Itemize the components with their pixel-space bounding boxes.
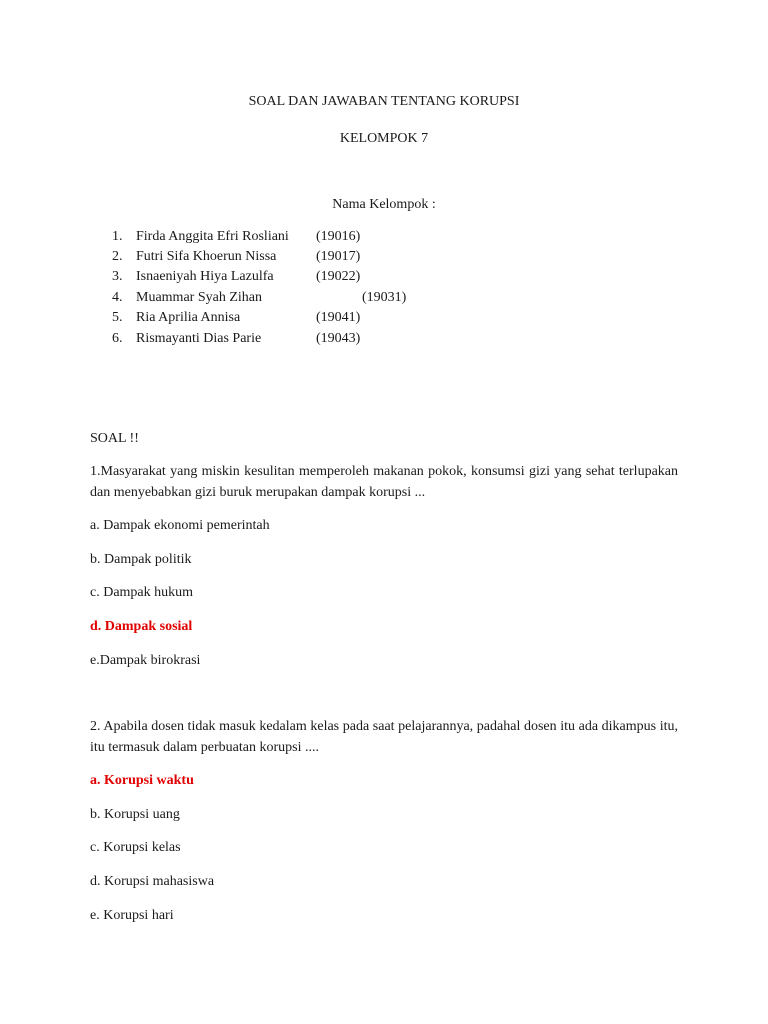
member-id: (19016)	[316, 229, 361, 244]
option-b: b. Dampak politik	[90, 552, 192, 567]
option-b: b. Korupsi uang	[90, 807, 180, 822]
option-c: c. Dampak hukum	[90, 585, 194, 600]
member-name: Rismayanti Dias Parie	[136, 331, 262, 346]
member-number: 3.	[112, 269, 123, 284]
members-heading: Nama Kelompok :	[332, 197, 436, 212]
option-d: d. Korupsi mahasiswa	[90, 874, 215, 889]
member-name: Ria Aprilia Annisa	[136, 310, 241, 325]
member-number: 1.	[112, 229, 123, 244]
member-number: 2.	[112, 249, 123, 264]
member-id: (19031)	[362, 290, 407, 305]
option-a: a. Dampak ekonomi pemerintah	[90, 518, 270, 533]
member-name: Futri Sifa Khoerun Nissa	[136, 249, 277, 264]
member-number: 5.	[112, 310, 123, 325]
option-e: e.Dampak birokrasi	[90, 653, 201, 668]
option-d-correct-answer: d. Dampak sosial	[90, 619, 193, 634]
member-number: 4.	[112, 290, 123, 305]
soal-heading: SOAL !!	[90, 431, 139, 446]
option-e: e. Korupsi hari	[90, 908, 174, 923]
group-label: KELOMPOK 7	[339, 131, 429, 146]
question-text: 1.Masyarakat yang miskin kesulitan memperoleh makanan pokok, konsumsi gizi yang sehat terlupakan dan menyebabkan gizi buruk merupakan dampak korupsi ...	[90, 464, 678, 500]
member-name: Isnaeniyah Hiya Lazulfa	[136, 269, 274, 284]
document-title: SOAL DAN JAWABAN TENTANG KORUPSI	[248, 94, 520, 109]
member-id: (19017)	[316, 249, 361, 264]
option-c: c. Korupsi kelas	[90, 840, 181, 855]
member-id: (19022)	[316, 269, 361, 284]
member-name: Firda Anggita Efri Rosliani	[136, 229, 289, 244]
option-a-correct-answer: a. Korupsi waktu	[90, 773, 194, 788]
member-id: (19041)	[316, 310, 361, 325]
member-id: (19043)	[316, 331, 361, 346]
question-text: 2. Apabila dosen tidak masuk kedalam kelas pada saat pelajarannya, padahal dosen itu ada dikampus itu, itu termasuk dalam perbuatan korupsi ....	[90, 719, 678, 755]
member-number: 6.	[112, 331, 123, 346]
member-name: Muammar Syah Zihan	[136, 290, 262, 305]
